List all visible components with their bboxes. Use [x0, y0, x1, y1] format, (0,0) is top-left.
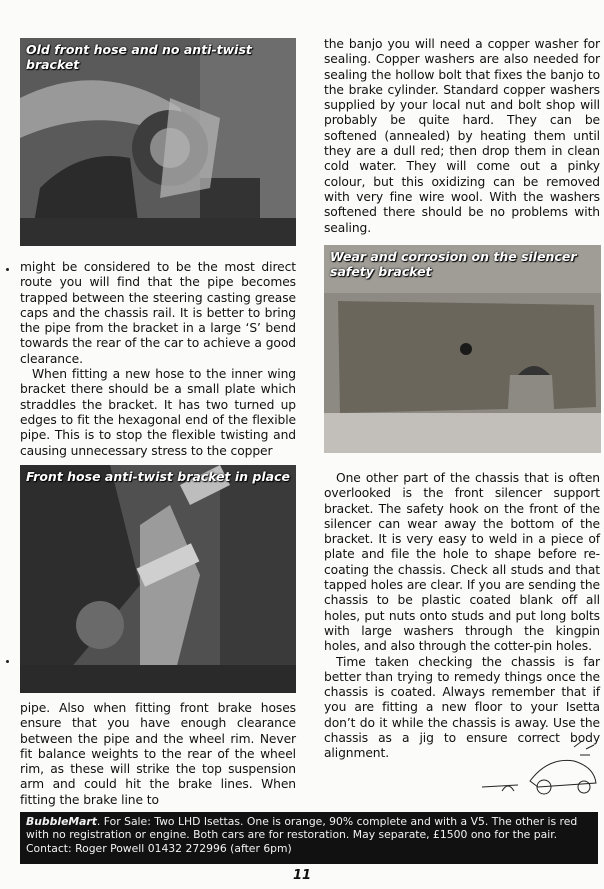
page-number: 11 [292, 868, 312, 883]
right-column-text-lower [324, 471, 600, 762]
paragraph: the banjo you will need a copper washer for sealing. Copper washers are also needed for sealing the hollow bolt that fixes the banjo to the brake cylinder. Standard copper washers supplied by your local nut and bolt shop will probably be quite hard. They can be softened (annealed) by heating them until they are a dull red; then drop them in clean cold water. They will come out a pinky colour, but this oxidizing can be removed with very fine wire wool. With the washers softened there should be no problems with sealing. [324, 37, 600, 235]
bubblemart-contact: Contact: Roger Powell 01432 272996 (after 6pm) [26, 841, 292, 855]
left-column-text-upper [20, 260, 296, 459]
paragraph: might be considered to be the most direct route you will find that the pipe becomes trapped between the steering casting grease caps and the chassis rail. It is better to bring the pipe from the bracket in a large ‘S’ bend towards the rear of the car to achieve a good clearance. [20, 260, 296, 366]
margin-mark [6, 268, 9, 271]
bubblemart-brand: BubbleMart [26, 815, 97, 828]
bubblemart-advert [20, 812, 598, 864]
paragraph: One other part of the chassis that is often overlooked is the front silencer support bracket. The safety hook on the front of the silencer can wear away the bottom of the bracket. It is very easy to weld in a piece of plate and file the hole to shape before re-coating the chassis. Check all studs and that tapped holes are clear. If you are sending the chassis to be plastic coated blank off all holes, put nuts onto studs and put long bolts with large washers through the kingpin holes, and also through the cotter-pin holes. [324, 471, 600, 654]
photo-new-front-hose-image [20, 465, 296, 693]
paragraph: pipe. Also when fitting front brake hoses ensure that you have enough clearance between the pipe and the wheel rim. Never fit balance weights to the rear of the wheel rim, as these will strike the top suspension arm and could hit the brake lines. When fitting the brake line to [20, 701, 296, 807]
photo-old-front-hose [20, 38, 296, 246]
photo-silencer-bracket [324, 245, 601, 453]
photo-caption: Old front hose and no anti-twist bracket [26, 42, 252, 72]
car-sketch-illustration [478, 737, 600, 799]
paragraph: Time taken checking the chassis is far better than trying to remedy things once the chassis is coated. Always remember that if you are fitting a new floor to your Isetta don’t do it while the chassis is away. Use the chassis as a jig to ensure correct body alignment. [324, 654, 600, 761]
paragraph: When fitting a new hose to the inner wing bracket there should be a small plate which straddles the bracket. It has two turned up edges to fit the hexagonal end of the flexible pipe. This is to stop the flexible twisting and causing unnecessary stress to the copper [20, 367, 296, 458]
left-column-text-lower [20, 701, 296, 808]
bubblemart-listing: . For Sale: Two LHD Isettas. One is orange, 90% complete and with a V5. The other is red with no registration or engine. Both cars are for restoration. May separate, £1500 ono for the pair. [26, 815, 578, 842]
photo-caption: Front hose anti-twist bracket in place [26, 469, 290, 484]
right-column-text-upper [324, 37, 600, 236]
photo-caption: Wear and corrosion on the silencer safety bracket [330, 249, 577, 279]
margin-mark [6, 660, 9, 663]
photo-new-front-hose [20, 465, 296, 693]
